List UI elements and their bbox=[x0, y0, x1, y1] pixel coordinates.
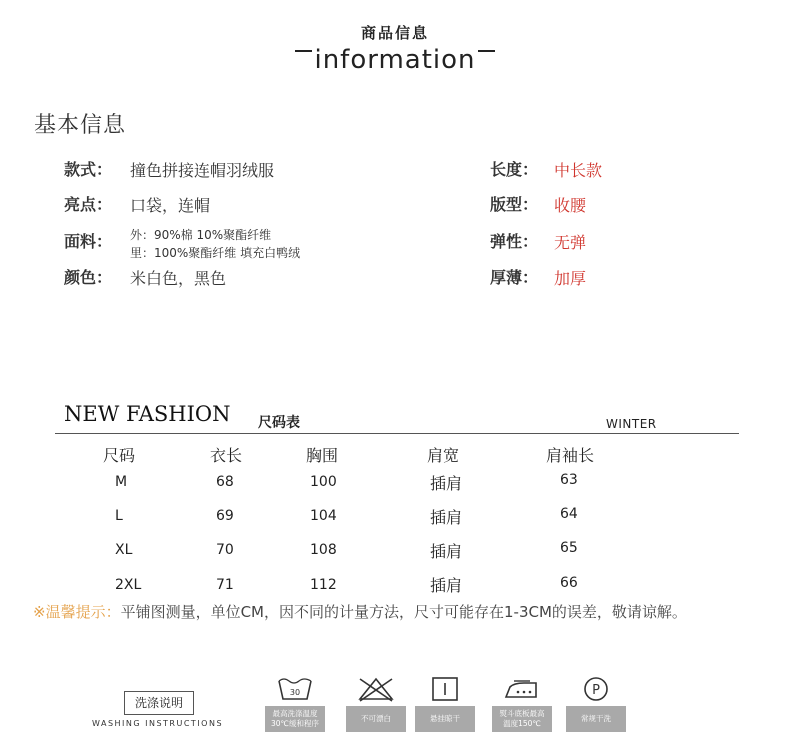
wash-caption bbox=[346, 706, 406, 732]
spec-label: 亮点： bbox=[64, 195, 113, 214]
caption-line: 常规干洗 bbox=[581, 714, 611, 723]
size-table-title: 尺码表 bbox=[258, 415, 300, 431]
spec-label: 版型： bbox=[490, 195, 539, 214]
table-cell: 104 bbox=[310, 508, 337, 524]
no-bleach-icon bbox=[343, 672, 409, 706]
wash-item bbox=[563, 672, 629, 732]
wash-item bbox=[262, 672, 328, 732]
wash-caption bbox=[415, 706, 475, 732]
spec-value: 收腰 bbox=[554, 196, 587, 215]
table-cell: 71 bbox=[216, 577, 234, 593]
spec-value: 中长款 bbox=[554, 161, 603, 180]
caption-line: 悬挂晾干 bbox=[430, 714, 460, 723]
season-label: WINTER bbox=[606, 417, 657, 431]
note-prefix: ※温馨提示： bbox=[33, 603, 121, 621]
wash-tub-30-icon bbox=[262, 672, 328, 706]
table-cell: M bbox=[115, 474, 128, 490]
table-cell: 68 bbox=[216, 474, 234, 490]
table-cell: 66 bbox=[560, 575, 578, 591]
basic-info-title: 基本信息 bbox=[34, 113, 127, 138]
washing-title: 洗涤说明 bbox=[124, 691, 194, 715]
caption-line: 熨斗底板最高 bbox=[499, 709, 545, 718]
spec-value: 口袋，连帽 bbox=[130, 196, 211, 215]
spec-label: 面料： bbox=[64, 232, 113, 251]
table-cell: 64 bbox=[560, 506, 578, 522]
spec-label: 弹性： bbox=[490, 232, 539, 251]
table-cell: 插肩 bbox=[430, 576, 463, 595]
spec-value: 米白色，黑色 bbox=[130, 269, 227, 288]
spec-value: 撞色拼接连帽羽绒服 bbox=[130, 161, 275, 180]
svg-text:30: 30 bbox=[289, 688, 301, 697]
spec-label: 款式： bbox=[64, 160, 113, 179]
wash-item bbox=[412, 672, 478, 732]
table-rule bbox=[55, 433, 739, 434]
column-header: 衣长 bbox=[210, 446, 243, 465]
spec-value: 无弹 bbox=[554, 233, 587, 252]
size-note bbox=[33, 601, 687, 622]
wash-caption bbox=[492, 706, 552, 732]
svg-text:P: P bbox=[592, 683, 600, 698]
table-cell: 65 bbox=[560, 540, 578, 556]
wash-item bbox=[343, 672, 409, 732]
table-cell: 100 bbox=[310, 474, 337, 490]
section-title-cn: 商品信息 bbox=[360, 24, 429, 42]
spec-value-line: 里：100%聚酯纤维 填充白鸭绒 bbox=[130, 246, 301, 260]
wash-caption bbox=[265, 706, 325, 732]
caption-line: 不可漂白 bbox=[361, 714, 391, 723]
dry-clean-p-icon bbox=[563, 672, 629, 706]
table-cell: 108 bbox=[310, 542, 337, 558]
column-header: 肩宽 bbox=[427, 446, 460, 465]
washing-title-en: WASHING INSTRUCTIONS bbox=[92, 719, 224, 728]
spec-label: 厚薄： bbox=[490, 268, 539, 287]
brand-label: NEW FASHION bbox=[64, 402, 231, 426]
caption-line: 温度150℃ bbox=[503, 719, 541, 728]
table-cell: 112 bbox=[310, 577, 337, 593]
spec-label: 长度： bbox=[490, 160, 539, 179]
table-cell: XL bbox=[115, 542, 133, 558]
section-title-en-text: information bbox=[314, 45, 476, 75]
table-cell: 插肩 bbox=[430, 542, 463, 561]
column-header: 胸围 bbox=[306, 446, 339, 465]
caption-line: 30℃缓和程序 bbox=[271, 719, 319, 728]
note-text: 平铺图测量，单位CM，因不同的计量方法，尺寸可能存在1-3CM的误差，敬请谅解。 bbox=[120, 603, 687, 621]
column-header: 肩袖长 bbox=[546, 446, 595, 465]
spec-value-line: 外：90%棉 10%聚酯纤维 bbox=[130, 228, 272, 242]
table-cell: 63 bbox=[560, 472, 578, 488]
table-cell: 插肩 bbox=[430, 508, 463, 527]
wash-item bbox=[489, 672, 555, 732]
hang-dry-icon bbox=[412, 672, 478, 706]
wash-caption bbox=[566, 706, 626, 732]
column-header: 尺码 bbox=[103, 446, 136, 465]
spec-value: 加厚 bbox=[554, 269, 587, 288]
table-cell: 插肩 bbox=[430, 474, 463, 493]
table-cell: 70 bbox=[216, 542, 234, 558]
table-cell: 69 bbox=[216, 508, 234, 524]
iron-150-icon bbox=[489, 672, 555, 706]
caption-line: 最高洗涤温度 bbox=[272, 709, 318, 718]
table-cell: 2XL bbox=[115, 577, 142, 593]
section-title-en bbox=[0, 46, 790, 74]
spec-label: 颜色： bbox=[64, 268, 113, 287]
table-cell: L bbox=[115, 508, 123, 524]
